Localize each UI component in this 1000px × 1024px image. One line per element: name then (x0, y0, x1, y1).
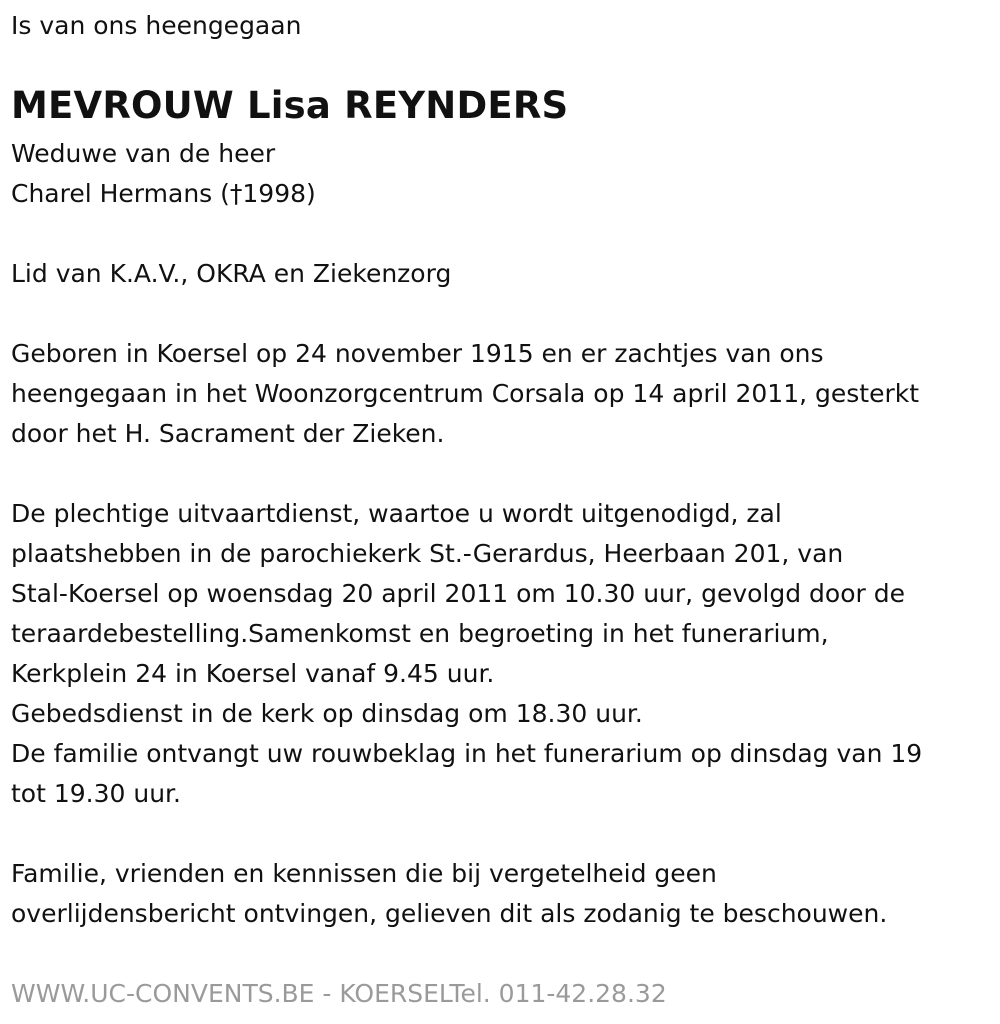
widow-line-1: Weduwe van de heer (11, 139, 276, 168)
funeral-line: Gebedsdienst in de kerk op dinsdag om 18.30 uur. (11, 699, 643, 728)
funeral-home-footer: WWW.UC-CONVENTS.BE - KOERSELTel. 011-42.28.32 (11, 979, 667, 1008)
family-line: overlijdensbericht ontvingen, gelieven dit als zodanig te beschouwen. (11, 899, 888, 928)
widow-line-2: Charel Hermans (†1998) (11, 179, 316, 208)
funeral-line: tot 19.30 uur. (11, 779, 181, 808)
widow-section (11, 134, 316, 214)
birth-line: heengegaan in het Woonzorgcentrum Corsala op 14 april 2011, gesterkt (11, 379, 920, 408)
family-section (11, 854, 887, 934)
funeral-line: Kerkplein 24 in Koersel vanaf 9.45 uur. (11, 659, 495, 688)
funeral-line: plaatshebben in de parochiekerk St.-Gerardus, Heerbaan 201, van (11, 539, 844, 568)
funeral-line: teraardebestelling.Samenkomst en begroeting in het funerarium, (11, 619, 829, 648)
family-line: Familie, vrienden en kennissen die bij vergetelheid geen (11, 859, 717, 888)
membership-text: Lid van K.A.V., OKRA en Ziekenzorg (11, 259, 452, 288)
funeral-section (11, 494, 922, 814)
funeral-line: Stal-Koersel op woensdag 20 april 2011 om 10.30 uur, gevolgd door de (11, 579, 905, 608)
deceased-name: MEVROUW Lisa REYNDERS (11, 84, 569, 127)
birth-line: door het H. Sacrament der Zieken. (11, 419, 445, 448)
funeral-line: De plechtige uitvaartdienst, waartoe u wordt uitgenodigd, zal (11, 499, 782, 528)
intro-text: Is van ons heengegaan (11, 11, 302, 40)
birth-death-section (11, 334, 919, 454)
birth-line: Geboren in Koersel op 24 november 1915 en er zachtjes van ons (11, 339, 824, 368)
membership-section (11, 254, 451, 294)
funeral-line: De familie ontvangt uw rouwbeklag in het funerarium op dinsdag van 19 (11, 739, 923, 768)
